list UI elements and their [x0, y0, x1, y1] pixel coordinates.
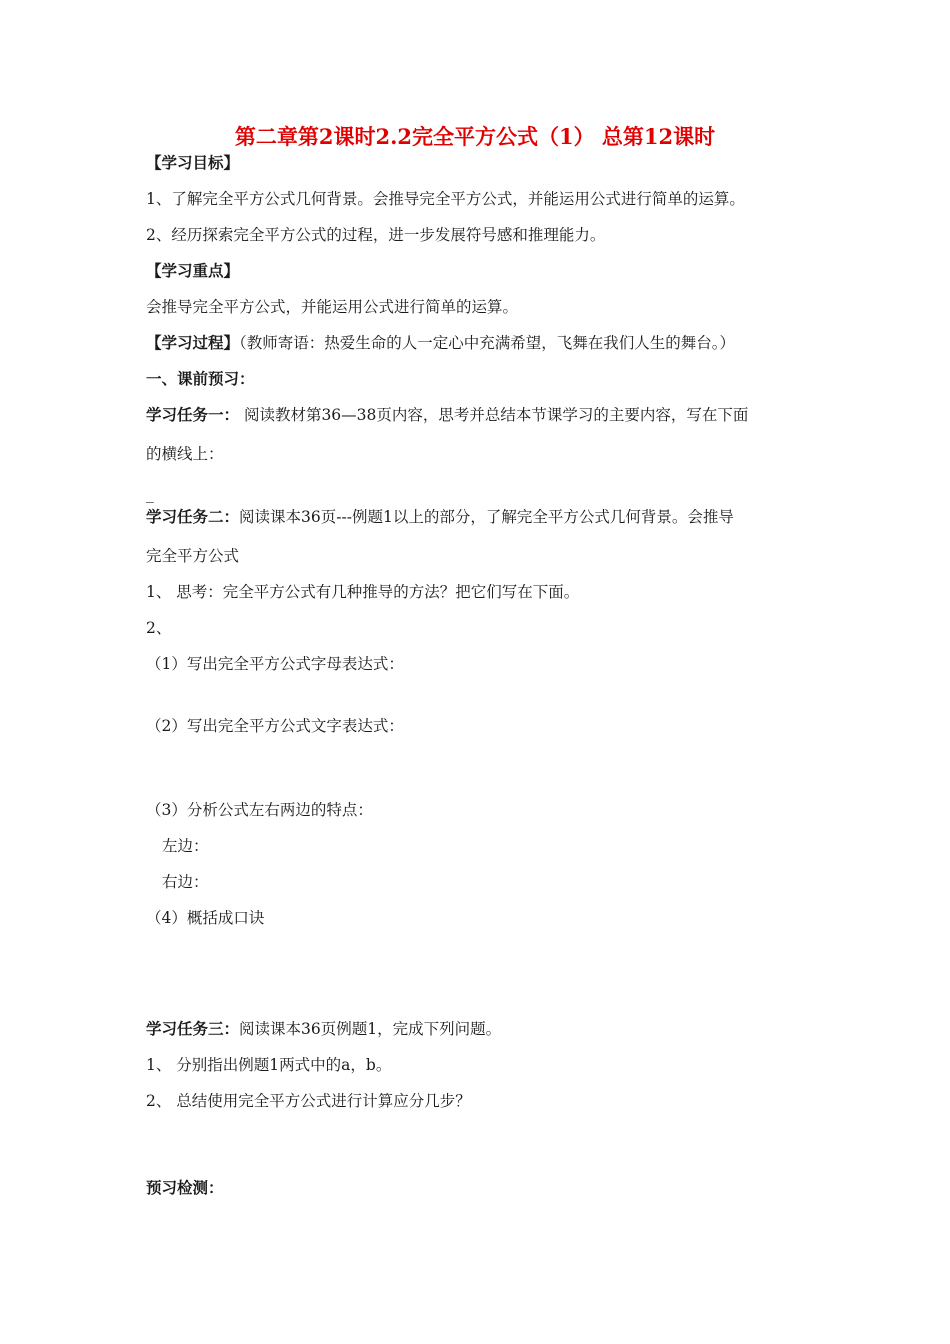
- task2-continuation: 完全平方公式: [146, 547, 240, 565]
- task3-line: [146, 1019, 501, 1039]
- task1-line: [146, 405, 748, 425]
- task3-question-1: 1、 分别指出例题1两式中的a，b。: [146, 1056, 392, 1074]
- task2-line: [146, 507, 734, 527]
- task3-label: 学习任务三：: [146, 1019, 240, 1038]
- task3-text: 阅读课本36页例题1，完成下列问题。: [239, 1020, 502, 1038]
- preview-check-heading: 预习检测：: [146, 1178, 224, 1197]
- key-heading: 【学习重点】: [146, 261, 240, 280]
- preview-heading: 一、课前预习：: [146, 369, 255, 388]
- task2-question-1: 1、 思考：完全平方公式有几种推导的方法？把它们写在下面。: [146, 583, 580, 601]
- key-text: 会推导完全平方公式，并能运用公式进行简单的运算。: [146, 298, 519, 316]
- page-title: 第二章第2课时2.2完全平方公式（1） 总第12课时: [234, 124, 716, 149]
- task1-label: 学习任务一：: [146, 405, 240, 424]
- task1-text: 阅读教材第36—38页内容，思考并总结本节课学习的主要内容，写在下面: [239, 406, 749, 424]
- process-note: （教师寄语：热爱生命的人一定心中充满希望，飞舞在我们人生的舞台。）: [239, 334, 736, 352]
- task2-text: 阅读课本36页---例题1以上的部分，了解完全平方公式几何背景。会推导: [239, 508, 734, 526]
- objectives-heading: 【学习目标】: [146, 153, 240, 172]
- objective-2: 2、经历探索完全平方公式的过程，进一步发展符号感和推理能力。: [146, 226, 606, 244]
- task2-label: 学习任务二：: [146, 507, 240, 526]
- right-side-label: 右边：: [162, 873, 209, 891]
- blank-mark: _: [146, 485, 154, 503]
- task2-sub-2: （2）写出完全平方公式文字表达式：: [146, 717, 404, 735]
- left-side-label: 左边：: [162, 837, 209, 855]
- process-line: [146, 333, 735, 353]
- task2-sub-1: （1）写出完全平方公式字母表达式：: [146, 655, 404, 673]
- task1-continuation: 的横线上：: [146, 445, 224, 463]
- task2-sub-4: （4）概括成口诀: [146, 909, 265, 927]
- task2-sub-3: （3）分析公式左右两边的特点：: [146, 801, 373, 819]
- objective-1: 1、了解完全平方公式几何背景。会推导完全平方公式，并能运用公式进行简单的运算。: [146, 190, 745, 208]
- task2-question-2: 2、: [146, 619, 172, 637]
- task3-question-2: 2、 总结使用完全平方公式进行计算应分几步？: [146, 1092, 471, 1110]
- process-heading: 【学习过程】: [146, 333, 240, 352]
